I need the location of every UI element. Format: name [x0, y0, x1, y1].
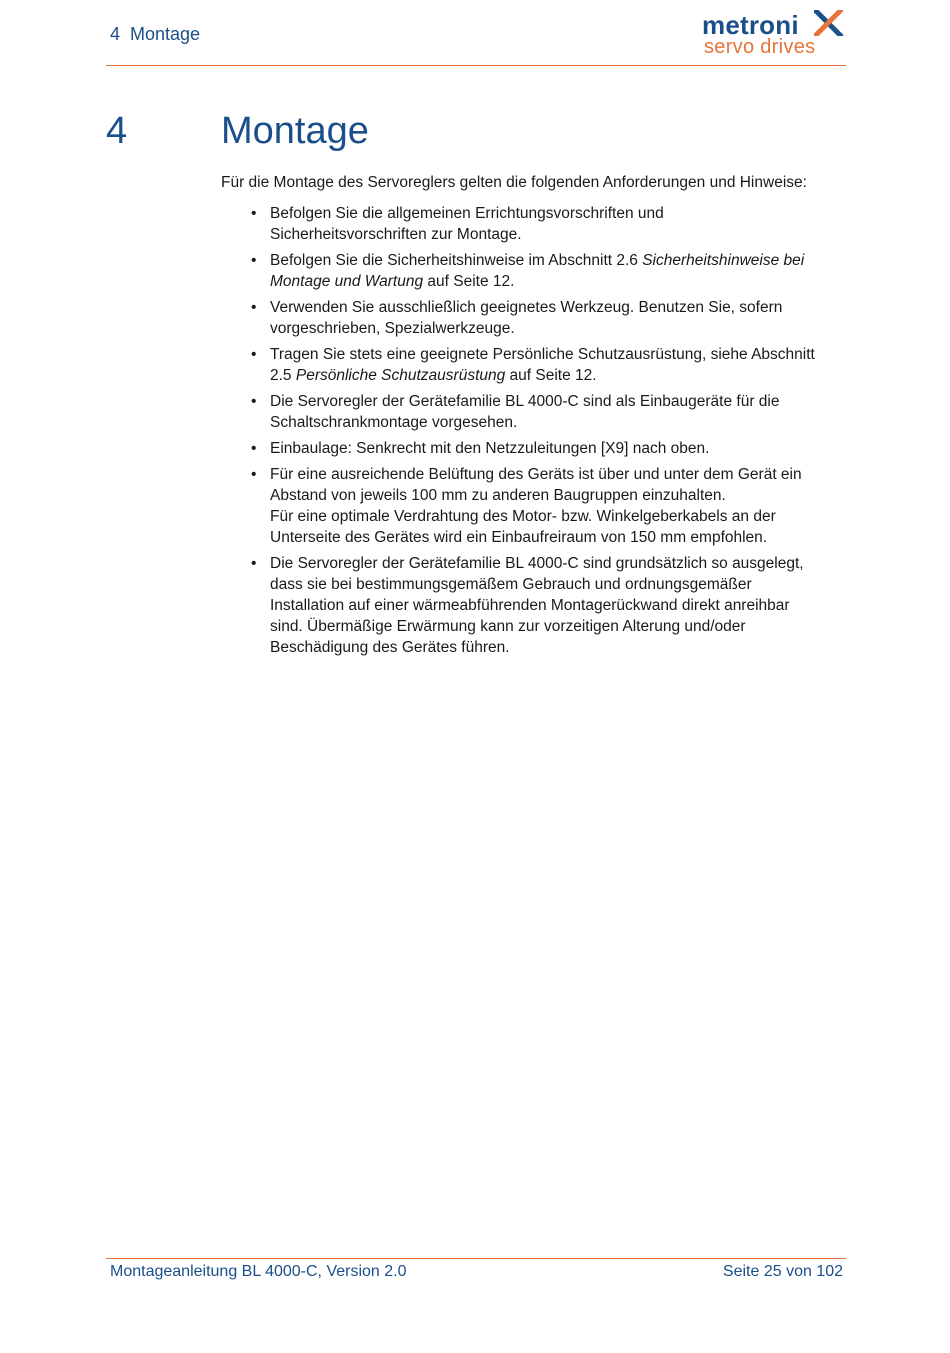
- intro-paragraph: Für die Montage des Servoreglers gelten die folgenden Anforderungen und Hinweise:: [221, 174, 807, 191]
- cross-reference: Montage und Wartung: [270, 273, 424, 290]
- chapter-number: 4: [106, 110, 128, 152]
- cross-reference: Sicherheitshinweise bei: [642, 252, 805, 269]
- list-item: • Befolgen Sie die Sicherheitshinweise im Abschnitt 2.6 Sicherheitshinweise bei Montage und Wartung auf Seite 12.: [249, 250, 849, 292]
- running-header-title: Montage: [130, 24, 201, 44]
- list-item: • Die Servoregler der Gerätefamilie BL 4000-C sind grundsätzlich so ausgelegt, dass sie bei bestimmungsgemäßem Gebrauch und ordnungsgemäßer Installation auf einer wärmeabführenden Montagerückwand direkt anreihbar sind. Übermäßige Erwärmung kann zur vorzeitigen Alterung und/oder Beschädigung des Gerätes führen.: [249, 553, 849, 658]
- list-item: • Verwenden Sie ausschließlich geeignetes Werkzeug. Benutzen Sie, sofern vorgeschrieben, Spezialwerkzeuge.: [249, 297, 849, 339]
- logo-x-mark: [814, 10, 844, 36]
- logo-brand-text: metroni: [702, 10, 799, 40]
- header-divider: [106, 65, 846, 66]
- list-item: • Tragen Sie stets eine geeignete Persönliche Schutzausrüstung, siehe Abschnitt 2.5 Persönliche Schutzausrüstung auf Seite 12.: [249, 344, 849, 386]
- footer-page-number: Seite 25 von 102: [722, 1263, 843, 1280]
- cross-reference: Persönliche Schutzausrüstung: [295, 367, 506, 384]
- list-item: • Für eine ausreichende Belüftung des Geräts ist über und unter dem Gerät ein Abstand von jeweils 100 mm zu anderen Baugruppen einzuhalten. Für eine optimale Verdrahtung des Motor- bzw. Winkelgeberkabels an der Unterseite des Gerätes wird ein Einbaufreiraum von 150 mm empfohlen.: [249, 464, 849, 548]
- list-item: • Einbaulage: Senkrecht mit den Netzzuleitungen [X9] nach oben.: [249, 438, 849, 459]
- chapter-title: Montage: [221, 110, 369, 152]
- logo-sub-text: servo drives: [704, 36, 816, 58]
- list-item: • Befolgen Sie die allgemeinen Errichtungsvorschriften und Sicherheitsvorschriften zur Montage.: [249, 203, 849, 245]
- list-item: • Die Servoregler der Gerätefamilie BL 4000-C sind als Einbaugeräte für die Schaltschrankmontage vorgesehen.: [249, 391, 849, 433]
- footer-divider: [106, 1258, 846, 1259]
- running-header-number: 4: [110, 24, 121, 44]
- running-header: [110, 24, 200, 45]
- metronix-logo: [702, 6, 847, 58]
- footer-document-title: Montageanleitung BL 4000-C, Version 2.0: [110, 1263, 407, 1280]
- requirements-list: [249, 203, 849, 663]
